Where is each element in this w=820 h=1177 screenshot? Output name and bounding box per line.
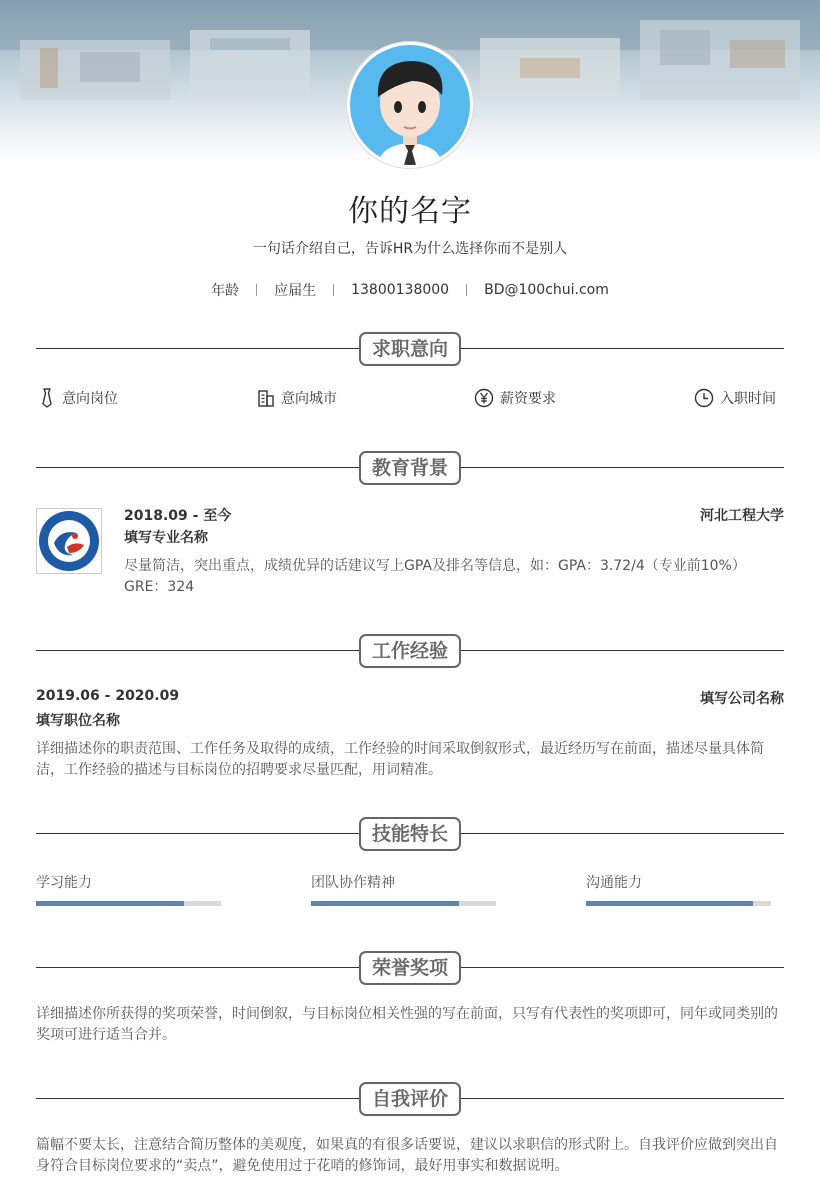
intent-position <box>38 388 118 408</box>
job-intent-row <box>36 388 784 412</box>
self-evaluation-description: 篇幅不要太长，注意结合简历整体的美观度，如果真的有很多话要说，建议以求职信的形式附上。自我评价应做到突出自身符合目标岗位要求的“卖点”，避免使用过于花哨的修饰词，最好用事实和数据说明。 <box>36 1137 778 1174</box>
email-text: BD@100chui.com <box>484 282 609 298</box>
skill-name: 学习能力 <box>36 875 92 891</box>
intent-entry <box>694 388 776 408</box>
contact-row <box>0 280 820 300</box>
intent-entry-label: 入职时间 <box>720 391 776 407</box>
skill-item <box>36 872 221 906</box>
section-heading-self <box>36 1082 784 1116</box>
section-title: 工作经验 <box>359 634 461 668</box>
section-title: 荣誉奖项 <box>359 951 461 985</box>
skill-item <box>311 872 496 906</box>
intent-salary-label: 薪资要求 <box>500 391 556 407</box>
section-title: 自我评价 <box>359 1082 461 1116</box>
status-text: 应届生 <box>274 283 317 299</box>
school-logo <box>36 508 102 574</box>
skill-bar-track <box>586 901 771 906</box>
intent-salary <box>474 388 556 408</box>
candidate-name: 你的名字 <box>348 194 472 229</box>
skill-bar-fill <box>586 901 753 906</box>
phone-text: 13800138000 <box>351 282 450 298</box>
work-date: 2019.06 - 2020.09 <box>36 688 180 704</box>
work-description: 详细描述你的职责范围、工作任务及取得的成绩，工作经验的时间采取倒叙形式，最近经历写在前面，描述尽量具体简洁，工作经验的描述与目标岗位的招聘要求尽量匹配，用词精准。 <box>36 741 764 778</box>
divider <box>256 284 257 296</box>
intent-city-label: 意向城市 <box>281 391 337 407</box>
section-title: 教育背景 <box>359 451 461 485</box>
skill-item <box>586 872 771 906</box>
section-title: 求职意向 <box>359 332 461 366</box>
building-icon <box>257 388 275 408</box>
age-text: 年龄 <box>211 283 240 299</box>
avatar <box>347 42 473 168</box>
major-name: 填写专业名称 <box>124 530 208 546</box>
section-heading-honors <box>36 951 784 985</box>
tie-icon <box>38 388 56 408</box>
honors-description: 详细描述你所获得的奖项荣誉，时间倒叙，与目标岗位相关性强的写在前面，只写有代表性的奖项即可，同年或同类别的奖项可进行适当合并。 <box>36 1006 778 1043</box>
divider <box>333 284 334 296</box>
job-title: 填写职位名称 <box>36 713 120 729</box>
skill-name: 团队协作精神 <box>311 875 395 891</box>
section-heading-intent <box>36 332 784 366</box>
education-description: 尽量简洁，突出重点，成绩优异的话建议写上GPA及排名等信息，如：GPA：3.72/4（专业前10%） GRE：324 <box>124 558 746 595</box>
candidate-tagline: 一句话介绍自己，告诉HR为什么选择你而不是别人 <box>252 241 568 257</box>
avatar-illustration <box>350 45 470 165</box>
section-heading-work <box>36 634 784 668</box>
divider <box>466 284 467 296</box>
intent-position-label: 意向岗位 <box>62 391 118 407</box>
company-name: 填写公司名称 <box>700 691 784 707</box>
skill-bar-track <box>311 901 496 906</box>
clock-icon <box>694 388 714 408</box>
school-name: 河北工程大学 <box>700 508 784 524</box>
section-heading-education <box>36 451 784 485</box>
skill-bar-fill <box>36 901 184 906</box>
skill-bar-fill <box>311 901 459 906</box>
skill-name: 沟通能力 <box>586 875 642 891</box>
section-title: 技能特长 <box>359 817 461 851</box>
university-seal-icon <box>37 509 101 573</box>
education-date: 2018.09 - 至今 <box>124 508 232 524</box>
skill-bar-track <box>36 901 221 906</box>
yen-coin-icon <box>474 388 494 408</box>
section-heading-skills <box>36 817 784 851</box>
intent-city <box>257 388 337 408</box>
